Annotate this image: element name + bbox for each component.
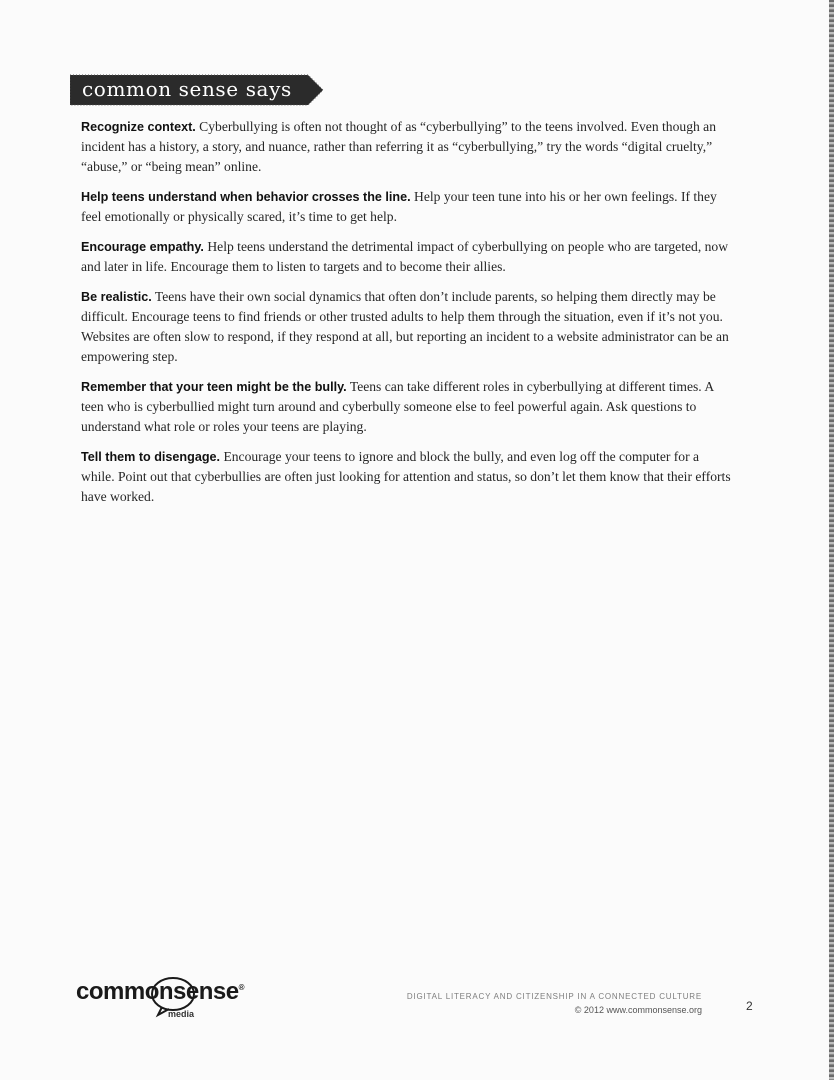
scan-edge	[829, 0, 834, 1080]
tip-paragraph	[81, 117, 731, 177]
footer-series-title: DIGITAL LITERACY AND CITIZENSHIP IN A CONNECTED CULTURE	[406, 992, 702, 1001]
tip-body: Help teens understand the detrimental impact of cyberbullying on people who are targeted, now and later in life. Encourage them to listen to targets and to become their allies.	[81, 239, 729, 274]
tip-paragraph	[81, 287, 731, 367]
logo-word-sense: sense	[173, 978, 239, 1005]
logo-media-label: media	[168, 1009, 195, 1019]
tip-lead: Remember that your teen might be the bully.	[81, 380, 347, 394]
tip-paragraph	[81, 447, 731, 507]
tip-lead: Recognize context.	[81, 120, 196, 134]
tip-lead: Help teens understand when behavior crosses the line.	[81, 190, 411, 204]
tip-lead: Encourage empathy.	[81, 240, 204, 254]
tip-body: Help your teen tune into his or her own feelings. If they feel emotionally or physically scared, it’s time to get help.	[81, 189, 717, 224]
logo-wordmark	[76, 978, 244, 1006]
tip-body: Cyberbullying is often not thought of as “cyberbullying” to the teens involved. Even though an incident has a history, a story, and nuance, rather than referring it as “cyberbullying,” try the words “digital cruelty,” “abuse,” or “being mean” online.	[81, 119, 717, 174]
tip-body: Encourage your teens to ignore and block the bully, and even log off the computer for a while. Point out that cyberbullies are often just looking for attention and status, so don’t let them know that their efforts have worked.	[81, 449, 731, 504]
section-banner	[70, 74, 324, 106]
tip-lead: Be realistic.	[81, 290, 152, 304]
footer-credits	[380, 991, 702, 1017]
tip-body: Teens can take different roles in cyberbullying at different times. A teen who is cyberbullied might turn around and cyberbully someone else to feel powerful again. Ask questions to understand what role or roles your teens are playing.	[81, 379, 714, 434]
tips-list	[81, 117, 731, 517]
tip-paragraph	[81, 237, 731, 277]
common-sense-media-logo	[76, 976, 266, 1024]
tip-lead: Tell them to disengage.	[81, 450, 221, 464]
tip-paragraph	[81, 187, 731, 227]
logo-registered: ®	[238, 983, 244, 992]
logo-word-common: common	[76, 978, 174, 1005]
tip-body: Teens have their own social dynamics that often don’t include parents, so helping them directly may be difficult. Encourage teens to find friends or other trusted adults to help them through the situation, even if it’s not you. Websites are often slow to respond, if they respond at all, but reporting an incident to a website administrator can be an empowering step.	[81, 289, 729, 364]
footer-copyright: © 2012 www.commonsense.org	[574, 1005, 702, 1015]
banner-label: common sense says	[82, 77, 292, 101]
tip-paragraph	[81, 377, 731, 437]
page-number: 2	[746, 999, 753, 1013]
